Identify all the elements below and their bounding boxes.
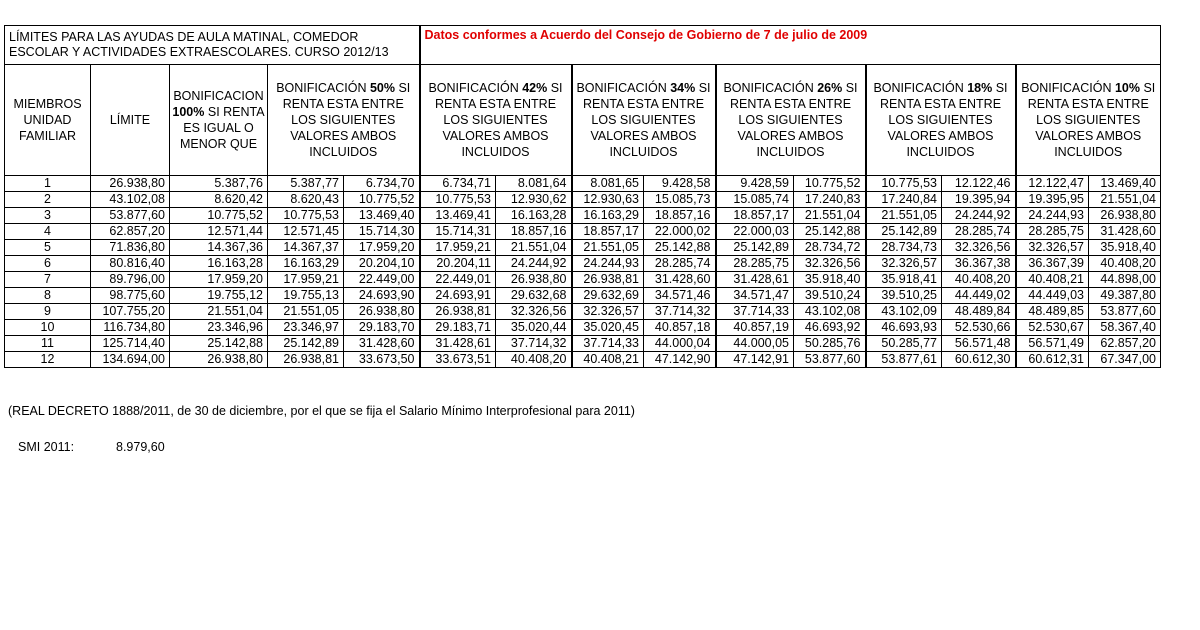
- value-cell: 46.693,93: [866, 320, 942, 336]
- value-cell: 26.938,80: [496, 272, 572, 288]
- value-cell: 40.857,18: [644, 320, 716, 336]
- value-cell: 52.530,67: [1016, 320, 1089, 336]
- value-cell: 22.449,00: [344, 272, 420, 288]
- value-cell: 62.857,20: [1089, 336, 1161, 352]
- value-cell: 25.142,89: [866, 224, 942, 240]
- value-cell: 17.959,21: [268, 272, 344, 288]
- col-header-bon26: BONIFICACIÓN 26% SI RENTA ESTA ENTRE LOS SIGUIENTES VALORES AMBOS INCLUIDOS: [716, 65, 866, 176]
- value-cell: 53.877,61: [866, 352, 942, 368]
- value-cell: 9.428,58: [644, 176, 716, 192]
- members-cell: 3: [5, 208, 91, 224]
- value-cell: 29.632,69: [572, 288, 644, 304]
- value-cell: 33.673,50: [344, 352, 420, 368]
- table-row: [5, 336, 1161, 352]
- value-cell: 10.775,52: [344, 192, 420, 208]
- value-cell: 21.551,05: [572, 240, 644, 256]
- value-cell: 15.714,31: [420, 224, 496, 240]
- value-cell: 10.775,53: [866, 176, 942, 192]
- value-cell: 19.755,13: [268, 288, 344, 304]
- value-cell: 35.918,40: [1089, 240, 1161, 256]
- value-cell: 31.428,60: [1089, 224, 1161, 240]
- header-row: [5, 65, 1161, 176]
- value-cell: 36.367,38: [942, 256, 1016, 272]
- value-cell: 21.551,04: [794, 208, 866, 224]
- value-cell: 98.775,60: [91, 288, 170, 304]
- value-cell: 31.428,60: [344, 336, 420, 352]
- value-cell: 8.620,42: [170, 192, 268, 208]
- value-cell: 125.714,40: [91, 336, 170, 352]
- table-row: [5, 192, 1161, 208]
- value-cell: 21.551,04: [170, 304, 268, 320]
- value-cell: 31.428,60: [644, 272, 716, 288]
- value-cell: 26.938,80: [170, 352, 268, 368]
- value-cell: 35.918,40: [794, 272, 866, 288]
- value-cell: 46.693,92: [794, 320, 866, 336]
- value-cell: 56.571,49: [1016, 336, 1089, 352]
- value-cell: 20.204,11: [420, 256, 496, 272]
- table-row: [5, 256, 1161, 272]
- value-cell: 89.796,00: [91, 272, 170, 288]
- value-cell: 13.469,41: [420, 208, 496, 224]
- value-cell: 31.428,61: [420, 336, 496, 352]
- value-cell: 20.204,10: [344, 256, 420, 272]
- table-row: [5, 240, 1161, 256]
- members-cell: 5: [5, 240, 91, 256]
- col-header-bon42: BONIFICACIÓN 42% SI RENTA ESTA ENTRE LOS SIGUIENTES VALORES AMBOS INCLUIDOS: [420, 65, 572, 176]
- value-cell: 43.102,08: [794, 304, 866, 320]
- value-cell: 25.142,88: [644, 240, 716, 256]
- value-cell: 22.449,01: [420, 272, 496, 288]
- members-cell: 4: [5, 224, 91, 240]
- value-cell: 44.449,03: [1016, 288, 1089, 304]
- smi-label: SMI 2011:: [18, 440, 75, 454]
- value-cell: 40.408,20: [1089, 256, 1161, 272]
- table-row: [5, 224, 1161, 240]
- value-cell: 22.000,03: [716, 224, 794, 240]
- value-cell: 18.857,16: [644, 208, 716, 224]
- col-header-bon34: BONIFICACIÓN 34% SI RENTA ESTA ENTRE LOS SIGUIENTES VALORES AMBOS INCLUIDOS: [572, 65, 716, 176]
- members-cell: 8: [5, 288, 91, 304]
- value-cell: 47.142,90: [644, 352, 716, 368]
- value-cell: 28.285,75: [716, 256, 794, 272]
- value-cell: 37.714,32: [496, 336, 572, 352]
- value-cell: 28.734,72: [794, 240, 866, 256]
- value-cell: 35.020,45: [572, 320, 644, 336]
- table-row: [5, 288, 1161, 304]
- value-cell: 23.346,97: [268, 320, 344, 336]
- members-cell: 9: [5, 304, 91, 320]
- value-cell: 5.387,76: [170, 176, 268, 192]
- value-cell: 62.857,20: [91, 224, 170, 240]
- value-cell: 53.877,60: [91, 208, 170, 224]
- title-row: [5, 26, 1161, 65]
- value-cell: 36.367,39: [1016, 256, 1089, 272]
- value-cell: 25.142,88: [794, 224, 866, 240]
- value-cell: 40.408,20: [496, 352, 572, 368]
- value-cell: 28.285,74: [644, 256, 716, 272]
- value-cell: 52.530,66: [942, 320, 1016, 336]
- col-header-bon50: BONIFICACIÓN 50% SI RENTA ESTA ENTRE LOS SIGUIENTES VALORES AMBOS INCLUIDOS: [268, 65, 420, 176]
- value-cell: 21.551,04: [1089, 192, 1161, 208]
- value-cell: 71.836,80: [91, 240, 170, 256]
- value-cell: 14.367,37: [268, 240, 344, 256]
- value-cell: 19.395,94: [942, 192, 1016, 208]
- value-cell: 25.142,89: [268, 336, 344, 352]
- value-cell: 44.000,04: [644, 336, 716, 352]
- members-cell: 6: [5, 256, 91, 272]
- value-cell: 50.285,77: [866, 336, 942, 352]
- value-cell: 28.734,73: [866, 240, 942, 256]
- value-cell: 17.959,20: [170, 272, 268, 288]
- value-cell: 44.898,00: [1089, 272, 1161, 288]
- table-row: [5, 208, 1161, 224]
- value-cell: 29.632,68: [496, 288, 572, 304]
- value-cell: 39.510,24: [794, 288, 866, 304]
- value-cell: 28.285,74: [942, 224, 1016, 240]
- col-header-bon18: BONIFICACIÓN 18% SI RENTA ESTA ENTRE LOS SIGUIENTES VALORES AMBOS INCLUIDOS: [866, 65, 1016, 176]
- members-cell: 12: [5, 352, 91, 368]
- value-cell: 12.122,46: [942, 176, 1016, 192]
- value-cell: 53.877,60: [794, 352, 866, 368]
- value-cell: 8.620,43: [268, 192, 344, 208]
- value-cell: 10.775,52: [170, 208, 268, 224]
- value-cell: 40.408,20: [942, 272, 1016, 288]
- value-cell: 19.755,12: [170, 288, 268, 304]
- value-cell: 17.959,20: [344, 240, 420, 256]
- members-cell: 1: [5, 176, 91, 192]
- value-cell: 6.734,71: [420, 176, 496, 192]
- table-title: LÍMITES PARA LAS AYUDAS DE AULA MATINAL, COMEDOR ESCOLAR Y ACTIVIDADES EXTRAESCOLARES. CURSO 2012/13: [5, 26, 420, 65]
- value-cell: 15.085,73: [644, 192, 716, 208]
- value-cell: 6.734,70: [344, 176, 420, 192]
- value-cell: 53.877,60: [1089, 304, 1161, 320]
- value-cell: 48.489,85: [1016, 304, 1089, 320]
- value-cell: 34.571,47: [716, 288, 794, 304]
- value-cell: 32.326,57: [866, 256, 942, 272]
- value-cell: 24.244,93: [572, 256, 644, 272]
- value-cell: 58.367,40: [1089, 320, 1161, 336]
- members-cell: 10: [5, 320, 91, 336]
- value-cell: 17.240,84: [866, 192, 942, 208]
- value-cell: 32.326,57: [1016, 240, 1089, 256]
- value-cell: 17.240,83: [794, 192, 866, 208]
- value-cell: 24.693,91: [420, 288, 496, 304]
- value-cell: 24.244,92: [942, 208, 1016, 224]
- value-cell: 18.857,16: [496, 224, 572, 240]
- value-cell: 24.693,90: [344, 288, 420, 304]
- value-cell: 26.938,81: [268, 352, 344, 368]
- value-cell: 10.775,53: [268, 208, 344, 224]
- col-header-miembros: MIEMBROS UNIDAD FAMILIAR: [5, 65, 91, 176]
- table-row: [5, 176, 1161, 192]
- value-cell: 21.551,05: [268, 304, 344, 320]
- value-cell: 12.930,62: [496, 192, 572, 208]
- table-body: [5, 176, 1161, 368]
- value-cell: 43.102,09: [866, 304, 942, 320]
- value-cell: 13.469,40: [344, 208, 420, 224]
- value-cell: 67.347,00: [1089, 352, 1161, 368]
- value-cell: 21.551,05: [866, 208, 942, 224]
- agreement-note: Datos conformes a Acuerdo del Consejo de Gobierno de 7 de julio de 2009: [420, 26, 1161, 65]
- value-cell: 12.571,45: [268, 224, 344, 240]
- table-row: [5, 304, 1161, 320]
- table-row: [5, 320, 1161, 336]
- value-cell: 13.469,40: [1089, 176, 1161, 192]
- limits-table: [4, 25, 1161, 368]
- value-cell: 24.244,92: [496, 256, 572, 272]
- col-header-bon10: BONIFICACIÓN 10% SI RENTA ESTA ENTRE LOS SIGUIENTES VALORES AMBOS INCLUIDOS: [1016, 65, 1161, 176]
- value-cell: 43.102,08: [91, 192, 170, 208]
- col-header-limite: LÍMITE: [91, 65, 170, 176]
- table-row: [5, 352, 1161, 368]
- value-cell: 9.428,59: [716, 176, 794, 192]
- value-cell: 5.387,77: [268, 176, 344, 192]
- value-cell: 35.020,44: [496, 320, 572, 336]
- value-cell: 10.775,52: [794, 176, 866, 192]
- value-cell: 60.612,30: [942, 352, 1016, 368]
- value-cell: 17.959,21: [420, 240, 496, 256]
- value-cell: 10.775,53: [420, 192, 496, 208]
- value-cell: 107.755,20: [91, 304, 170, 320]
- value-cell: 37.714,33: [572, 336, 644, 352]
- value-cell: 26.938,80: [1089, 208, 1161, 224]
- value-cell: 14.367,36: [170, 240, 268, 256]
- value-cell: 24.244,93: [1016, 208, 1089, 224]
- smi-value: 8.979,60: [116, 440, 165, 454]
- value-cell: 40.408,21: [1016, 272, 1089, 288]
- value-cell: 26.938,81: [420, 304, 496, 320]
- value-cell: 16.163,29: [572, 208, 644, 224]
- value-cell: 23.346,96: [170, 320, 268, 336]
- value-cell: 19.395,95: [1016, 192, 1089, 208]
- value-cell: 32.326,56: [794, 256, 866, 272]
- value-cell: 26.938,80: [344, 304, 420, 320]
- value-cell: 25.142,89: [716, 240, 794, 256]
- members-cell: 7: [5, 272, 91, 288]
- value-cell: 32.326,57: [572, 304, 644, 320]
- value-cell: 16.163,28: [170, 256, 268, 272]
- value-cell: 15.714,30: [344, 224, 420, 240]
- value-cell: 15.085,74: [716, 192, 794, 208]
- value-cell: 33.673,51: [420, 352, 496, 368]
- value-cell: 32.326,56: [496, 304, 572, 320]
- value-cell: 28.285,75: [1016, 224, 1089, 240]
- value-cell: 44.449,02: [942, 288, 1016, 304]
- value-cell: 12.930,63: [572, 192, 644, 208]
- value-cell: 29.183,70: [344, 320, 420, 336]
- value-cell: 16.163,29: [268, 256, 344, 272]
- col-header-bon100: BONIFICACION 100% SI RENTA ES IGUAL O MENOR QUE: [170, 65, 268, 176]
- value-cell: 37.714,32: [644, 304, 716, 320]
- value-cell: 40.857,19: [716, 320, 794, 336]
- value-cell: 134.694,00: [91, 352, 170, 368]
- value-cell: 18.857,17: [572, 224, 644, 240]
- value-cell: 8.081,64: [496, 176, 572, 192]
- value-cell: 37.714,33: [716, 304, 794, 320]
- value-cell: 25.142,88: [170, 336, 268, 352]
- value-cell: 60.612,31: [1016, 352, 1089, 368]
- members-cell: 11: [5, 336, 91, 352]
- value-cell: 12.571,44: [170, 224, 268, 240]
- value-cell: 56.571,48: [942, 336, 1016, 352]
- value-cell: 32.326,56: [942, 240, 1016, 256]
- value-cell: 21.551,04: [496, 240, 572, 256]
- value-cell: 116.734,80: [91, 320, 170, 336]
- value-cell: 39.510,25: [866, 288, 942, 304]
- legal-note: (REAL DECRETO 1888/2011, de 30 de diciembre, por el que se fija el Salario Mínimo Interprofesional para 2011): [8, 404, 635, 418]
- value-cell: 26.938,81: [572, 272, 644, 288]
- value-cell: 16.163,28: [496, 208, 572, 224]
- value-cell: 40.408,21: [572, 352, 644, 368]
- value-cell: 35.918,41: [866, 272, 942, 288]
- value-cell: 49.387,80: [1089, 288, 1161, 304]
- value-cell: 8.081,65: [572, 176, 644, 192]
- value-cell: 22.000,02: [644, 224, 716, 240]
- value-cell: 47.142,91: [716, 352, 794, 368]
- value-cell: 44.000,05: [716, 336, 794, 352]
- value-cell: 48.489,84: [942, 304, 1016, 320]
- value-cell: 18.857,17: [716, 208, 794, 224]
- value-cell: 29.183,71: [420, 320, 496, 336]
- members-cell: 2: [5, 192, 91, 208]
- table-row: [5, 272, 1161, 288]
- value-cell: 50.285,76: [794, 336, 866, 352]
- value-cell: 12.122,47: [1016, 176, 1089, 192]
- value-cell: 34.571,46: [644, 288, 716, 304]
- value-cell: 31.428,61: [716, 272, 794, 288]
- value-cell: 80.816,40: [91, 256, 170, 272]
- value-cell: 26.938,80: [91, 176, 170, 192]
